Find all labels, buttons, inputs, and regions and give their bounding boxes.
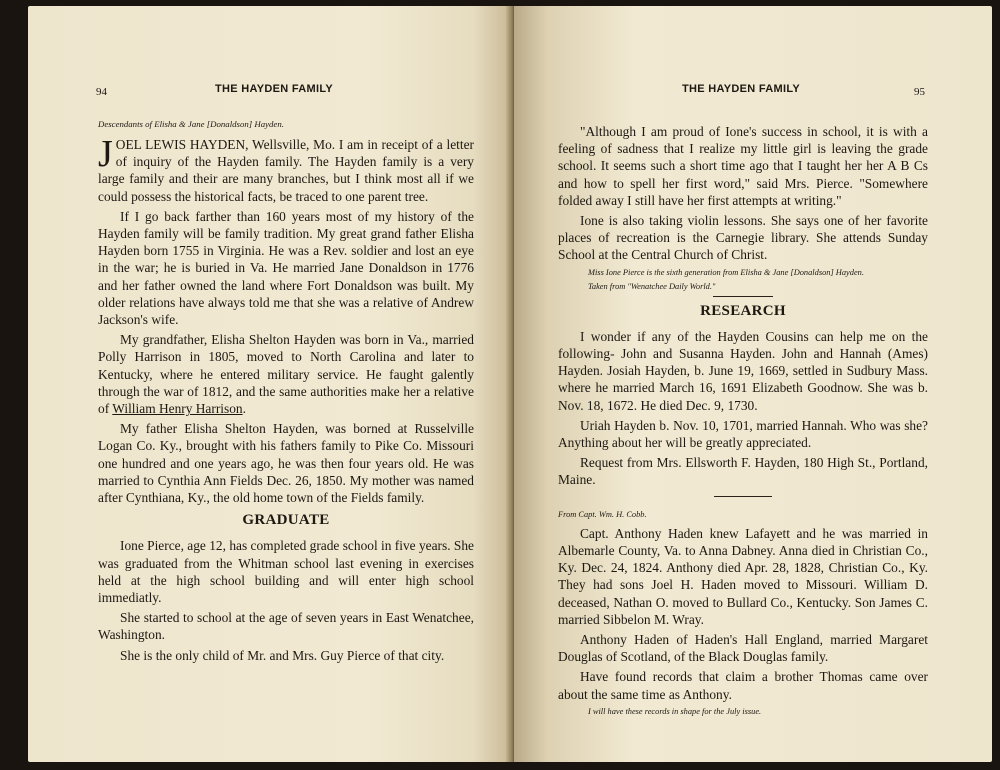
left-page-body xyxy=(98,118,474,667)
page-number: 95 xyxy=(914,86,925,98)
article-paragraph: Anthony Haden of Haden's Hall England, married Margaret Douglas of Scotland, of the Black Douglas family. xyxy=(558,632,928,665)
right-page xyxy=(514,6,992,762)
article-paragraph: Capt. Anthony Haden knew Lafayett and he was married in Albemarle County, Va. to Anna Dabney. Anna died in Christian Co., Ky. Dec. 24, 1824. Anthony died Apr. 28, 1828, Christian Co., Ky. They had sons Joel H. Haden moved to Missouri. William D. deceased, Nathan O. moved to Bullard Co., Kentucky. Son James C. married Sibbelon M. Wray. xyxy=(558,525,928,627)
attribution: From Capt. Wm. H. Cobb. xyxy=(558,509,647,519)
letter-opening-text: OEL LEWIS HAYDEN, Wellsville, Mo. I am in receipt of a letter of inquiry of the Hayden family. The Hayden family is a very large family and their are many branches, but I think most all if we could possess the historical facts, be traced to one parent tree. xyxy=(98,137,474,204)
article-paragraph: She is the only child of Mr. and Mrs. Guy Pierce of that city. xyxy=(120,647,445,663)
underlined-name: William Henry Harrison xyxy=(112,401,243,417)
divider xyxy=(714,496,772,497)
article-paragraph: Ione is also taking violin lessons. She says one of her favorite places of recreation is the Carnegie library. She attends Sunday School at the Central Church of Christ. xyxy=(558,213,928,263)
letter-paragraph xyxy=(98,331,474,417)
section-subtitle: Descendants of Elisha & Jane [Donaldson] Hayden. xyxy=(98,119,284,129)
article-paragraph: "Although I am proud of Ione's success in school, it is with a feeling of sadness that I realize my little girl is leaving the grade school. It seems such a short time ago that I taught her her A B Cs and how to spell her first word," said Mrs. Pierce. "Somewhere folded away I still have her first attempts at writing." xyxy=(558,124,928,208)
divider xyxy=(713,296,773,297)
letter-opening xyxy=(98,133,474,205)
article-paragraph: I wonder if any of the Hayden Cousins can help me on the following- John and Susanna Hayden. John and Hannah (Ames) Hayden. Josiah Hayden, b. June 19, 1669, settled in Sudbury Mass. where he married March 16, 1691 Elizabeth Goodnow. She was b. Nov. 18, 1672. He died Dec. 9, 1730. xyxy=(558,328,928,413)
section-heading: RESEARCH xyxy=(700,302,786,319)
article-paragraph: Have found records that claim a brother Thomas came over about the same time as Anthony. xyxy=(558,669,928,702)
article-paragraph: Ione Pierce, age 12, has completed grade school in five years. She was graduated from the Whitman school last evening in exercises held at the high school building and will enter high school immediatly. xyxy=(98,538,474,606)
right-page-body xyxy=(558,123,928,720)
letter-paragraph: My father Elisha Shelton Hayden, was borned at Russelville Logan Co. Ky., brought with his fathers family to Pike Co. Missouri one hundred and one years ago, he was then four years old. He was married to Cynthia Ann Fields Dec. 26, 1850. My mother was named after Cynthiana, Ky., the old home town of the Fields family. xyxy=(98,421,474,506)
running-head: THE HAYDEN FAMILY xyxy=(215,83,333,95)
letter-paragraph-end: . xyxy=(242,401,246,417)
drop-cap: J xyxy=(98,133,113,175)
letter-paragraph-text: My grandfather, Elisha Shelton Hayden was born in Va., married Polly Harrison in 1805, moved to North Carolina and later to Kentucky, where he entered military service. He faught galently through the war of 1812, and the same authorities make her a relative of xyxy=(98,332,474,417)
article-paragraph: Uriah Hayden b. Nov. 10, 1701, married Hannah. Who was she? Anything about her will be greatly appreciated. xyxy=(558,417,928,451)
section-heading: GRADUATE xyxy=(242,512,330,529)
closing-note: I will have these records in shape for the July issue. xyxy=(588,706,762,716)
source-note: Miss Ione Pierce is the sixth generation from Elisha & Jane [Donaldson] Hayden. xyxy=(588,267,864,277)
article-paragraph: She started to school at the age of seven years in East Wenatchee, Washington. xyxy=(98,610,474,643)
left-page xyxy=(28,6,512,762)
letter-paragraph: If I go back farther than 160 years most of my history of the Hayden family will be family tradition. My great grand father Elisha Hayden born 1755 in Virginia. He was a Rev. soldier and lost an eye in the war; he is buried in Va. He married Jane Donaldson in 1776 and her father owned the land where Fort Donaldson was built. My older relations have always told me that she was a relative of Andrew Jackson's wife. xyxy=(98,208,474,328)
running-head: THE HAYDEN FAMILY xyxy=(682,83,800,95)
source-note: Taken from "Wenatchee Daily World." xyxy=(588,281,716,291)
article-paragraph: Request from Mrs. Ellsworth F. Hayden, 180 High St., Portland, Maine. xyxy=(558,455,928,488)
page-number: 94 xyxy=(96,86,107,98)
